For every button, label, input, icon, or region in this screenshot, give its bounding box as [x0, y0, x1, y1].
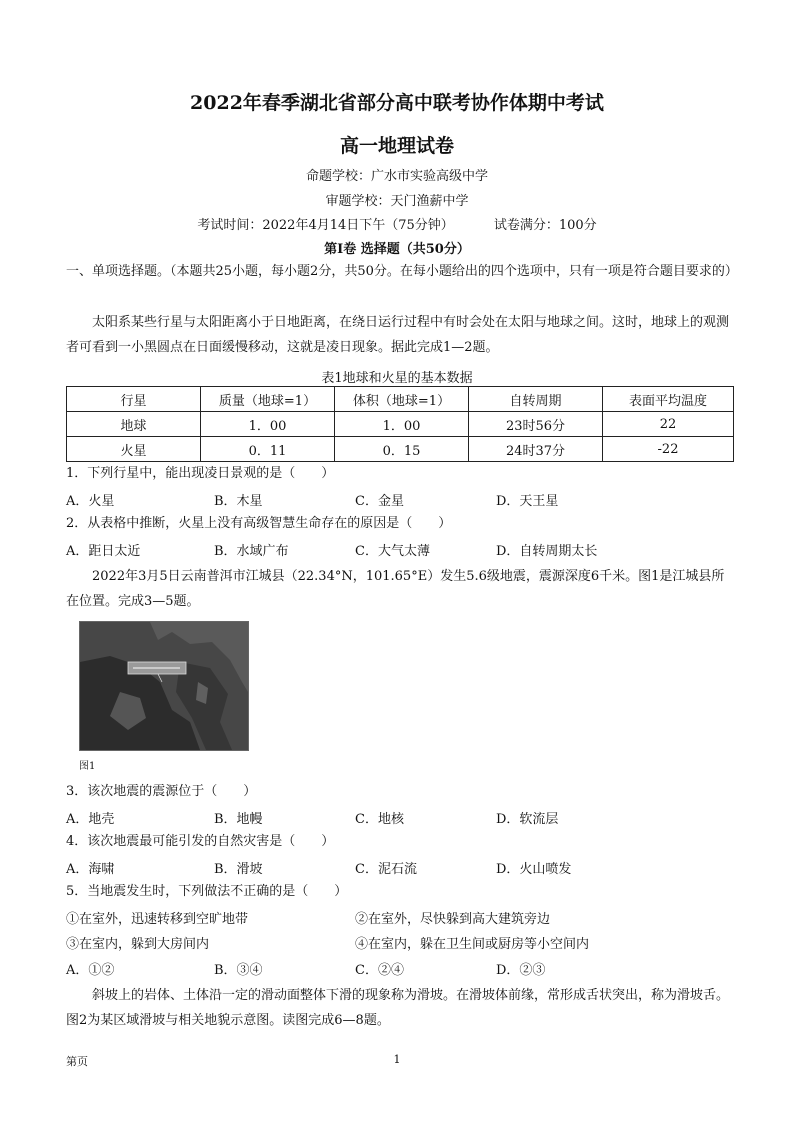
question-2-options — [66, 540, 734, 562]
statement-item: ①在室外，迅速转移到空旷地带 — [66, 912, 249, 927]
table-cell: 0．15 — [335, 437, 469, 462]
question-1-stem: 1．下列行星中，能出现凌日景观的是（ ） — [66, 466, 335, 481]
table-cell: 地球 — [67, 412, 201, 437]
table-cell: 火星 — [67, 437, 201, 462]
question-2-stem: 2．从表格中推断，火星上没有高级智慧生命存在的原因是（ ） — [66, 516, 452, 531]
statement-item: ③在室内，躲到大房间内 — [66, 937, 210, 952]
reviewer-line: 审题学校：天门渔薪中学 — [325, 194, 469, 209]
exam-info-line — [0, 214, 794, 233]
table-cell: 1．00 — [201, 412, 335, 437]
footer-page-label: 第页 — [66, 1055, 88, 1068]
table-header-cell: 表面平均温度 — [603, 387, 734, 412]
planet-data-table — [66, 386, 734, 462]
full-score: 试卷满分：100分 — [493, 218, 597, 233]
table-header-cell: 质量（地球=1） — [201, 387, 335, 412]
table-header-row — [67, 387, 734, 412]
instruction-text: 一、单项选择题。（本题共25小题，每小题2分，共50分。在每小题给出的四个选项中，只有一项是符合题目要求的） — [66, 264, 738, 279]
table-header-cell: 体积（地球=1） — [335, 387, 469, 412]
option-d: D．自转周期太长 — [496, 544, 598, 559]
exam-title: 2022年春季湖北省部分高中联考协作体期中考试 — [190, 92, 604, 114]
option-b: B．地幔 — [214, 812, 263, 827]
option-b: B．③④ — [214, 963, 263, 978]
statement-item: ②在室外，尽快躲到高大建筑旁边 — [355, 912, 551, 927]
question-3-options — [66, 808, 734, 830]
option-a: A．距日太近 — [66, 544, 141, 559]
question-5-items-row-1 — [66, 908, 734, 930]
option-b: B．水域广布 — [214, 544, 289, 559]
option-a: A．海啸 — [66, 862, 115, 877]
section-title: 第Ⅰ卷 选择题（共50分） — [324, 242, 470, 257]
option-c: C．金星 — [355, 494, 404, 509]
table-row — [67, 412, 734, 437]
exam-subtitle: 高一地理试卷 — [339, 135, 454, 157]
question-5-items-row-2 — [66, 933, 734, 955]
option-c: C．②④ — [355, 963, 404, 978]
intro-paragraph-2: 2022年3月5日云南普洱市江城县（22.34°N，101.65°E）发生5.6级地震，震源深度6千米。图1是江城县所在位置。完成3—5题。 — [66, 569, 725, 609]
option-c: C．大气太薄 — [355, 544, 430, 559]
option-d: D．软流层 — [496, 812, 559, 827]
option-a: A．火星 — [66, 494, 115, 509]
option-d: D．火山喷发 — [496, 862, 572, 877]
table-cell: 24时37分 — [469, 437, 603, 462]
table-header-cell: 行星 — [67, 387, 201, 412]
exam-time: 考试时间：2022年4月14日下午（75分钟） — [197, 218, 454, 233]
table-cell: 23时56分 — [469, 412, 603, 437]
option-b: B．木星 — [214, 494, 263, 509]
proposer-line: 命题学校：广水市实验高级中学 — [305, 169, 488, 184]
question-4-stem: 4．该次地震最可能引发的自然灾害是（ ） — [66, 834, 335, 849]
intro-paragraph-1: 太阳系某些行星与太阳距离小于日地距离，在绕日运行过程中有时会处在太阳与地球之间。这时，地球上的观测者可看到一小黑圆点在日面缓慢移动，这就是凌日现象。据此完成1—2题。 — [66, 315, 730, 355]
option-c: C．泥石流 — [355, 862, 417, 877]
option-c: C．地核 — [355, 812, 404, 827]
table-header-cell: 自转周期 — [469, 387, 603, 412]
question-3-stem: 3．该次地震的震源位于（ ） — [66, 784, 257, 799]
option-d: D．②③ — [496, 963, 546, 978]
option-a: A．①② — [66, 963, 115, 978]
footer-page-number: 1 — [393, 1053, 401, 1066]
statement-item: ④在室内，躲在卫生间或厨房等小空间内 — [355, 937, 590, 952]
question-1-options — [66, 490, 734, 512]
figure-1-caption: 图1 — [79, 761, 96, 772]
table-row — [67, 437, 734, 462]
table-cell: 1．00 — [335, 412, 469, 437]
table-cell: 0．11 — [201, 437, 335, 462]
intro-paragraph-3: 斜坡上的岩体、土体沿一定的滑动面整体下滑的现象称为滑坡。在滑坡体前缘，常形成舌状突出，称为滑坡舌。图2为某区域滑坡与相关地貌示意图。读图完成6—8题。 — [66, 988, 730, 1028]
figure-1-map-image — [79, 621, 249, 751]
option-b: B．滑坡 — [214, 862, 263, 877]
question-5-options — [66, 959, 734, 981]
option-a: A．地壳 — [66, 812, 115, 827]
table-caption: 表1地球和火星的基本数据 — [321, 371, 473, 386]
option-d: D．天王星 — [496, 494, 559, 509]
question-5-stem: 5．当地震发生时，下列做法不正确的是（ ） — [66, 884, 348, 899]
map-illustration — [80, 622, 248, 750]
table-cell: -22 — [603, 437, 734, 462]
question-4-options — [66, 858, 734, 880]
table-cell: 22 — [603, 412, 734, 437]
